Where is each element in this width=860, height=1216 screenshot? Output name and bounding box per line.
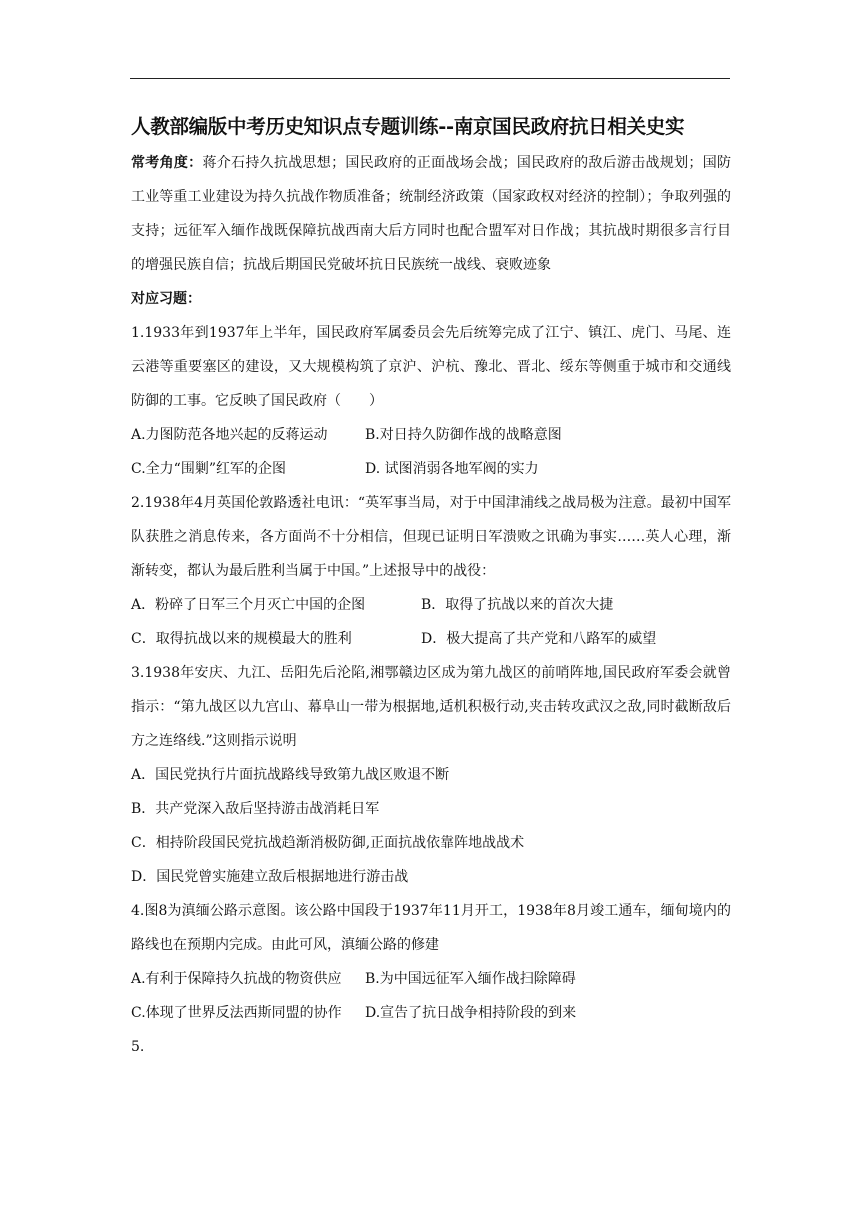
question-2-option-a: A．粉碎了日军三个月灭亡中国的企图: [131, 597, 366, 613]
question-2-options-row-1: [131, 588, 731, 622]
focus-label: 常考角度：: [131, 155, 203, 171]
focus-paragraph: [131, 146, 731, 282]
question-4-option-b: B.为中国远征军入缅作战扫除障碍: [365, 971, 576, 987]
question-4-option-c: C.体现了世界反法西斯同盟的协作: [131, 1005, 342, 1021]
question-4-option-d: D.宣告了抗日战争相持阶段的到来: [365, 1005, 577, 1021]
question-1-option-d: D. 试图消弱各地军阀的实力: [365, 461, 539, 477]
question-2-option-c: C．取得抗战以来的规模最大的胜利: [131, 631, 352, 647]
question-4-option-a: A.有利于保障持久抗战的物资供应: [131, 971, 342, 987]
question-1-options-row-1: [131, 418, 731, 452]
question-3-stem: 3.1938年安庆、九江、岳阳先后沦陷,湘鄂赣边区成为第九战区的前哨阵地,国民政府军委会就曾指示：“第九战区以九宫山、幕阜山一带为根据地,适机积极行动,夹击转攻武汉之敌,同时截断敌后方之连络线.”这则指示说明: [131, 665, 731, 749]
question-2-stem: 2.1938年4月英国伦敦路透社电讯：“英军事当局，对于中国津浦线之战局极为注意。最初中国军队获胜之消息传来，各方面尚不十分相信，但现已证明日军溃败之讯确为事实……英人心理，渐渐转变，都认为最后胜利当属于中国。”上述报导中的战役：: [131, 495, 731, 579]
question-1-option-b: B.对日持久防御作战的战略意图: [365, 427, 562, 443]
question-4-stem: 4.图8为滇缅公路示意图。该公路中国段于1937年11月开工，1938年8月竣工通车，缅甸境内的路线也在预期内完成。由此可风，滇缅公路的修建: [131, 903, 731, 953]
question-3-option-b: B．共产党深入敌后坚持游击战消耗日军: [131, 801, 380, 817]
question-3-option-a: A．国民党执行片面抗战路线导致第九战区败退不断: [131, 767, 450, 783]
question-4-options-row-1: [131, 962, 731, 996]
question-1-options-row-2: [131, 452, 731, 486]
question-1-option-a: A.力图防范各地兴起的反蒋运动: [131, 427, 328, 443]
question-1-option-c: C.全力“围剿”红军的企图: [131, 461, 286, 477]
focus-text: 蒋介石持久抗战思想；国民政府的正面战场会战；国民政府的敌后游击战规划；国防工业等重工业建设为持久抗战作物质准备；统制经济政策（国家政权对经济的控制）；争取列强的支持；远征军入缅作战既保障抗战西南大后方同时也配合盟军对日作战；其抗战时期很多言行目的增强民族自信；抗战后期国民党破坏抗日民族统一战线、衰败迹象: [131, 155, 732, 273]
question-2-option-d: D．极大提高了共产党和八路军的威望: [421, 631, 657, 647]
question-4-options-row-2: [131, 996, 731, 1030]
question-3-option-c: C．相持阶段国民党抗战趋渐消极防御,正面抗战依靠阵地战战术: [131, 835, 525, 851]
question-1-stem: 1.1933年到1937年上半年，国民政府军属委员会先后统筹完成了江宁、镇江、虎门、马尾、连云港等重要塞区的建设，又大规模构筑了京沪、沪杭、豫北、晋北、绥东等侧重于城市和交通线防御的工事。它反映了国民政府（ ）: [131, 325, 731, 409]
document-body: [131, 112, 731, 1064]
document-title: 人教部编版中考历史知识点专题训练--南京国民政府抗日相关史实: [131, 115, 685, 138]
question-5-stem: 5.: [131, 1039, 145, 1055]
question-2-option-b: B．取得了抗战以来的首次大捷: [421, 597, 614, 613]
header-rule: [130, 78, 730, 79]
question-2-options-row-2: [131, 622, 731, 656]
question-3-option-d: D．国民党曾实施建立敌后根据地进行游击战: [131, 869, 409, 885]
exercise-label: 对应习题：: [131, 291, 201, 307]
